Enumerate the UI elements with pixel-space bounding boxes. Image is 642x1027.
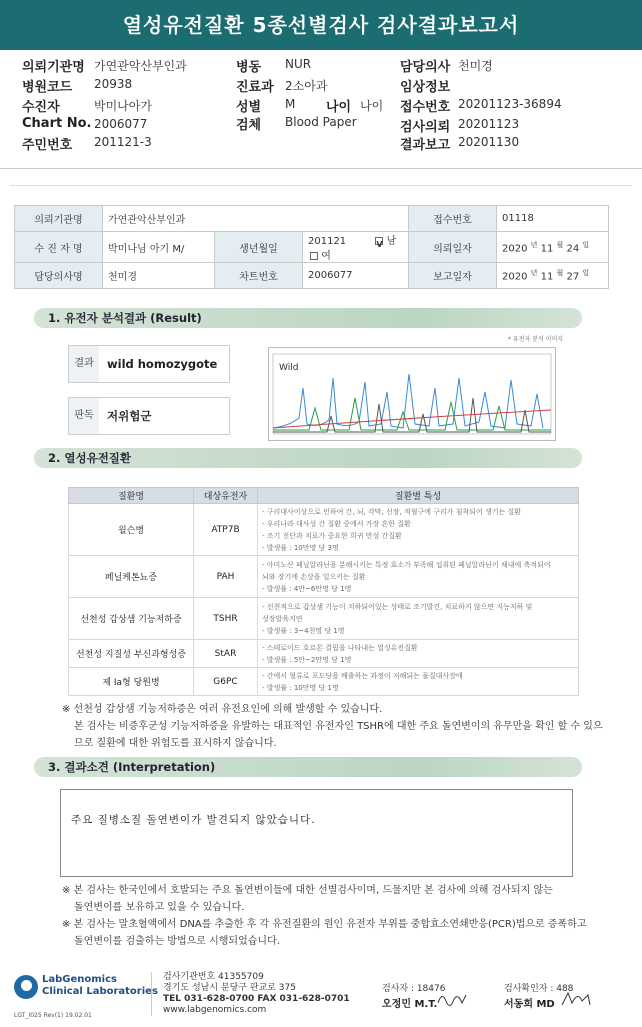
interpretation-text: 주요 질병소질 돌연변이가 발견되지 않았습니다. (71, 814, 316, 826)
chart-label: 차트번호 (215, 263, 303, 289)
header-label: 수진자 (22, 100, 60, 115)
interpretation-box (60, 789, 573, 877)
sex-male-checkbox (375, 236, 396, 247)
disease-gene: G6PC (194, 668, 258, 696)
result-value: wild homozygote (107, 357, 218, 371)
disease-desc: - 구리대사이상으로 인하여 간, 뇌, 각막, 신장, 적혈구에 구리가 침착되어 생기는 질환 - 우리나라 대사성 간 질환 중에서 가장 흔한 질환 - 조기 진단과 치료가 중요한 희귀 만성 간질환 - 발생률 : 10만명 당 3명 (258, 504, 579, 556)
header-label: 병원코드 (22, 80, 73, 95)
patient-value: 박미나님 아기 M/ (103, 232, 215, 263)
header-label: 성별 (236, 100, 262, 115)
header-label: 의뢰기관명 (22, 60, 85, 75)
judgement-label: 판독 (69, 398, 99, 434)
approver-signature-icon (560, 989, 592, 1009)
header-value: 가연관악산부인과 (94, 59, 187, 73)
col-header-disease: 질환명 (69, 488, 194, 504)
tester-label: 검사자 : 18476 (382, 984, 446, 994)
table-row (69, 504, 579, 556)
form-revision: LGT_I025 Rev(1) 19.02.01 (14, 1012, 92, 1019)
header-label: 접수번호 (400, 100, 451, 115)
labgenomics-logo-icon (14, 975, 38, 999)
header-label: 진료과 (236, 80, 274, 95)
birth-value (303, 232, 409, 263)
report-date-value: 2020 $^년$ 11 $^월$ 27 $^일$ (497, 263, 609, 289)
header-value: 나이 (360, 99, 384, 113)
header-label: 담당의사 (400, 60, 451, 75)
report-divider (10, 185, 632, 186)
receipt-no-value: 01118 (497, 206, 609, 232)
footer-divider (151, 972, 152, 1016)
footer (0, 967, 642, 1027)
method-notes: ※ 본 검사는 한국인에서 호발되는 주요 돌연변이들에 대한 선별검사이며, 드물지만 본 검사에 의해 검사되지 않는 돌연변이를 보유하고 있을 수 있습니다. ※ 본 검사는 말초혈액에서 DNA를 추출한 후 각 유전질환의 원인 유전자 부위를 중합효소연쇄반응(PCR)법으로 증폭하고 돌연변이를 검출하는 방법으로 시행되었습니다. (62, 885, 587, 947)
disease-gene: StAR (194, 640, 258, 668)
header-label: 결과보고 (400, 138, 451, 153)
section-result-title: 1. 유전자 분석결과 (Result) (34, 308, 582, 328)
table-row (69, 556, 579, 598)
result-box (68, 345, 230, 383)
header-label: 검사의뢰 (400, 120, 451, 135)
disease-name: 윌슨병 (69, 504, 194, 556)
header-value: NUR (285, 57, 312, 71)
header-value: 20201123 (458, 117, 520, 131)
header-value: 20938 (94, 77, 133, 91)
chromatogram-graphic (269, 348, 555, 440)
section-interpretation-title: 3. 결과소견 (Interpretation) (34, 757, 582, 777)
disease-name: 제 Ia형 당원병 (69, 668, 194, 696)
doctor-value: 천미경 (103, 263, 215, 289)
section-disease-title: 2. 열성유전질환 (34, 448, 582, 468)
tester-signature-icon (436, 989, 468, 1009)
judgement-box (68, 397, 230, 435)
tester-name: 오정민 M.T. (382, 999, 438, 1010)
patient-header (0, 52, 642, 165)
header-label: 나이 (326, 100, 352, 115)
header-label: 검체 (236, 118, 262, 133)
disease-name: 페닐케톤뇨증 (69, 556, 194, 598)
header-value: 천미경 (458, 59, 493, 73)
request-info-table (14, 205, 609, 289)
col-header-gene: 대상유전자 (194, 488, 258, 504)
sex-female-checkbox (310, 251, 331, 262)
header-value: 201121-3 (94, 135, 152, 149)
chromatogram-label: Wild (279, 363, 299, 373)
header-value: M (285, 97, 296, 111)
header-value: 20201130 (458, 135, 520, 149)
col-header-feature: 질환별 특성 (258, 488, 579, 504)
birth-label: 생년월일 (215, 232, 303, 263)
report-title: 열성유전질환 5종선별검사 검사결과보고서 (0, 0, 642, 50)
report-body (0, 168, 642, 1027)
header-value: Blood Paper (285, 115, 357, 129)
disease-table (68, 487, 579, 696)
chromatogram-image (268, 347, 556, 441)
institution-value: 가연관악산부인과 (103, 206, 409, 232)
table-row (69, 640, 579, 668)
disease-desc: - 스테로이드 호르몬 결핍을 나타내는 열성유전질환 - 발생률 : 5만~2만명 당 1명 (258, 640, 579, 668)
header-label: Chart No. (22, 116, 92, 131)
org-address: 검사기관번호 41355709 경기도 성남시 분당구 판교로 375 TEL 031-628-0700 FAX 031-628-0701 www.labgenomics.com (163, 972, 350, 1015)
header-value: 2006077 (94, 117, 148, 131)
chromatogram-note: * 유전자 분석 이미지 (508, 336, 564, 343)
tshr-note: ※ 선천성 갑상샘 기능저하증은 여러 유전요인에 의해 발생할 수 있습니다. 본 검사는 비증후군성 기능저하증을 유발하는 대표적인 유전자인 TSHR에 대한 주요 돌연변이의 유무만을 확인 할 수 있으 므로 질환에 대한 위험도를 표시하지 않습니다. (62, 704, 603, 749)
request-date-value: 2020 $^년$ 11 $^월$ 24 $^일$ (497, 232, 609, 263)
header-value: 박미나아가 (94, 99, 152, 113)
sex-male-label: 남 (386, 236, 397, 247)
table-row (69, 668, 579, 696)
patient-label: 수 진 자 명 (15, 232, 103, 263)
request-date-label: 의뢰일자 (409, 232, 497, 263)
disease-desc: - 선천적으로 갑상샘 기능이 저하되어있는 상태로 조기발견, 치료하지 않으면 지능저하 및 성장발육지연 - 발생률 : 3~4천명 당 1명 (258, 598, 579, 640)
header-label: 병동 (236, 60, 262, 75)
approver-name: 서동희 MD (504, 999, 555, 1010)
doctor-label: 담당의사명 (15, 263, 103, 289)
header-label: 주민번호 (22, 138, 73, 153)
disease-gene: PAH (194, 556, 258, 598)
chart-value: 2006077 (303, 263, 409, 289)
disease-gene: ATP7B (194, 504, 258, 556)
header-value: 2소아과 (285, 79, 328, 93)
disease-name: 선천성 지질성 부신과형성증 (69, 640, 194, 668)
receipt-no-label: 접수번호 (409, 206, 497, 232)
approver-label: 검사확인자 : 488 (504, 984, 574, 994)
sex-check-mark: V (376, 240, 383, 249)
org-name: LabGenomics Clinical Laboratories (42, 974, 158, 997)
table-row (69, 598, 579, 640)
disease-gene: TSHR (194, 598, 258, 640)
disease-desc: - 아미노산 페닐알라닌을 분해시키는 특정 효소가 부족해 섭취된 페닐알라닌이 체내에 축적되어 뇌와 장기에 손상을 일으키는 질환 - 발생률 : 4만~6만명 당 1명 (258, 556, 579, 598)
header-value: 20201123-36894 (458, 97, 562, 111)
result-label: 결과 (69, 346, 99, 382)
disease-desc: - 간에서 혈류로 포도당을 배출하는 과정이 저해되는 물질대사장애 - 발생률 : 10만명 당 1명 (258, 668, 579, 696)
institution-label: 의뢰기관명 (15, 206, 103, 232)
disease-name: 선천성 갑상샘 기능저하증 (69, 598, 194, 640)
sex-female-label: 여 (321, 251, 331, 262)
report-date-label: 보고일자 (409, 263, 497, 289)
birth-date: 201121 (308, 236, 347, 247)
judgement-value: 저위험군 (107, 409, 152, 423)
header-label: 임상정보 (400, 80, 451, 95)
